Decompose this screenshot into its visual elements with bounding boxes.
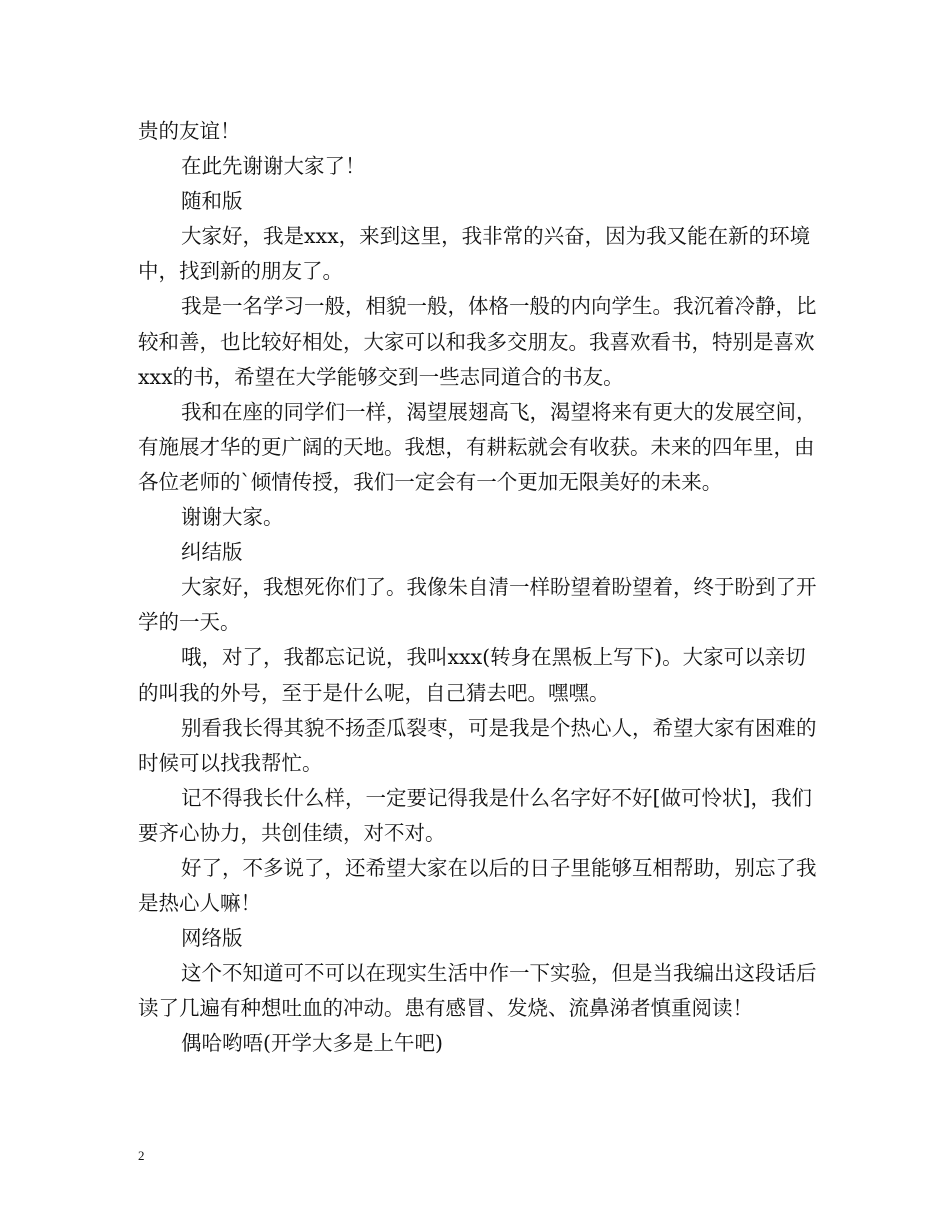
paragraph: 谢谢大家。 <box>181 505 284 530</box>
page-number: 2 <box>138 1148 145 1163</box>
paragraph: 偶哈哟唔(开学大多是上午吧) <box>181 1031 443 1056</box>
paragraph: 我是一名学习一般，相貌一般，体格一般的内向学生。我沉着冷静，比较和善，也比较好相处，大家可以和我多交朋友。我喜欢看书，特别是喜欢xxx的书，希望在大学能够交到一些志同道合的书友。 <box>138 294 817 389</box>
section-heading: 随和版 <box>181 189 243 214</box>
paragraph: 贵的友谊！ <box>138 119 241 143</box>
paragraph: 我和在座的同学们一样，渴望展翅高飞，渴望将来有更大的发展空间，有施展才华的更广阔的天地。我想，有耕耘就会有收获。未来的四年里，由各位老师的`倾情传授，我们一定会有一个更加无限美好的未来。 <box>138 399 817 494</box>
paragraph: 记不得我长什么样，一定要记得我是什么名字好不好[做可怜状]，我们要齐心协力，共创佳绩，对不对。 <box>138 785 812 845</box>
section-heading: 网络版 <box>181 926 243 951</box>
paragraph: 这个不知道可不可以在现实生活中作一下实验，但是当我编出这段话后读了几遍有种想吐血的冲动。患有感冒、发烧、流鼻涕者慎重阅读！ <box>138 961 817 1021</box>
paragraph: 在此先谢谢大家了！ <box>181 154 366 179</box>
paragraph: 大家好，我想死你们了。我像朱自清一样盼望着盼望着，终于盼到了开学的一天。 <box>138 575 817 635</box>
paragraph: 别看我长得其貌不扬歪瓜裂枣，可是我是个热心人，希望大家有困难的时候可以找我帮忙。 <box>138 715 817 775</box>
paragraph: 好了，不多说了，还希望大家在以后的日子里能够互相帮助，别忘了我是热心人嘛！ <box>138 855 817 916</box>
section-heading: 纠结版 <box>181 540 243 565</box>
document-body <box>138 114 818 1062</box>
paragraph: 大家好，我是xxx，来到这里，我非常的兴奋，因为我又能在新的环境中，找到新的朋友了。 <box>138 224 811 284</box>
paragraph: 哦，对了，我都忘记说，我叫xxx(转身在黑板上写下)。大家可以亲切的叫我的外号，至于是什么呢，自己猜去吧。嘿嘿。 <box>138 645 806 705</box>
